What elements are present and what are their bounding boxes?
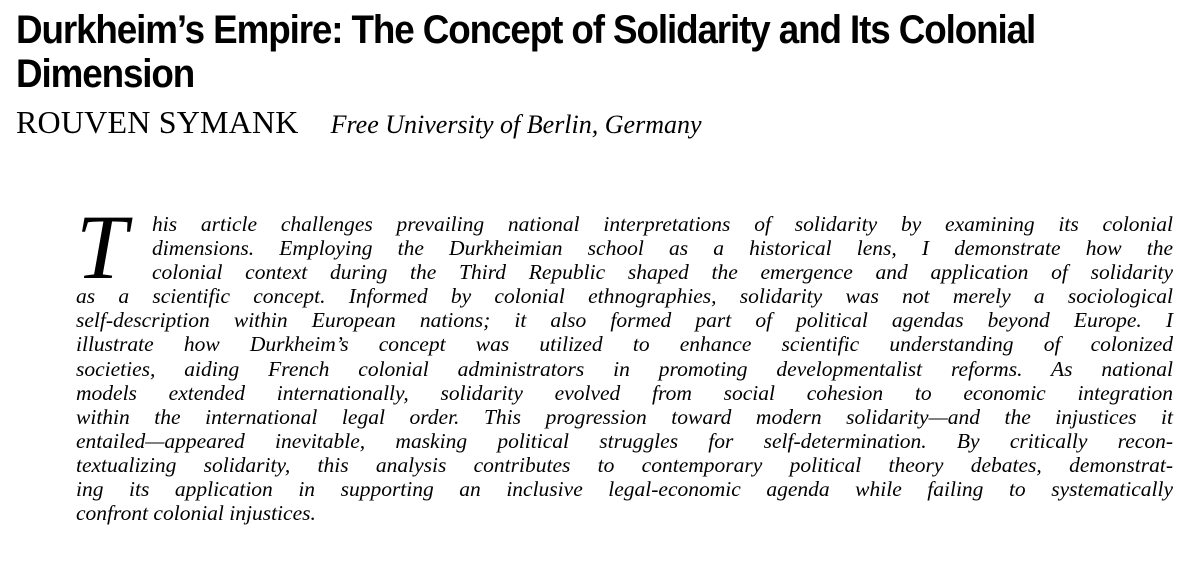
abstract-line: his article challenges prevailing national interpretations of solidarity by examining its colonial [152, 212, 1173, 236]
abstract-line: dimensions. Employing the Durkheimian school as a historical lens, I demonstrate how the [152, 236, 1173, 261]
article-title: Durkheim’s Empire: The Concept of Solidarity and Its Colonial Dimension [16, 8, 1036, 96]
abstract-line: as a scientific concept. Informed by colonial ethnographies, solidarity was not merely a sociological [76, 284, 1173, 309]
abstract [76, 212, 1173, 525]
abstract-line: societies, aiding French colonial administrators in promoting developmentalist reforms. As national [76, 356, 1173, 381]
byline [16, 104, 702, 141]
abstract-line: colonial context during the Third Republic shaped the emergence and application of solidarity [152, 260, 1173, 285]
author-affiliation: Free University of Berlin, Germany [330, 110, 702, 139]
abstract-line: self-description within European nations; it also formed part of political agendas beyond Europe. I [76, 308, 1173, 333]
abstract-line: entailed—appeared inevitable, masking political struggles for self-determination. By critically recon- [76, 428, 1173, 453]
abstract-line: within the international legal order. This progression toward modern solidarity—and the injustices it [76, 404, 1173, 429]
abstract-line: illustrate how Durkheim’s concept was utilized to enhance scientific understanding of colonized [76, 332, 1173, 357]
abstract-line: models extended internationally, solidarity evolved from social cohesion to economic integration [76, 380, 1173, 405]
drop-cap: T [76, 196, 128, 298]
abstract-line: textualizing solidarity, this analysis contributes to contemporary political theory debates, demonstrat- [76, 452, 1173, 477]
abstract-line: confront colonial injustices. [76, 501, 316, 526]
author-name: ROUVEN SYMANK [16, 104, 299, 140]
abstract-line: ing its application in supporting an inclusive legal-economic agenda while failing to systematically [76, 477, 1173, 502]
